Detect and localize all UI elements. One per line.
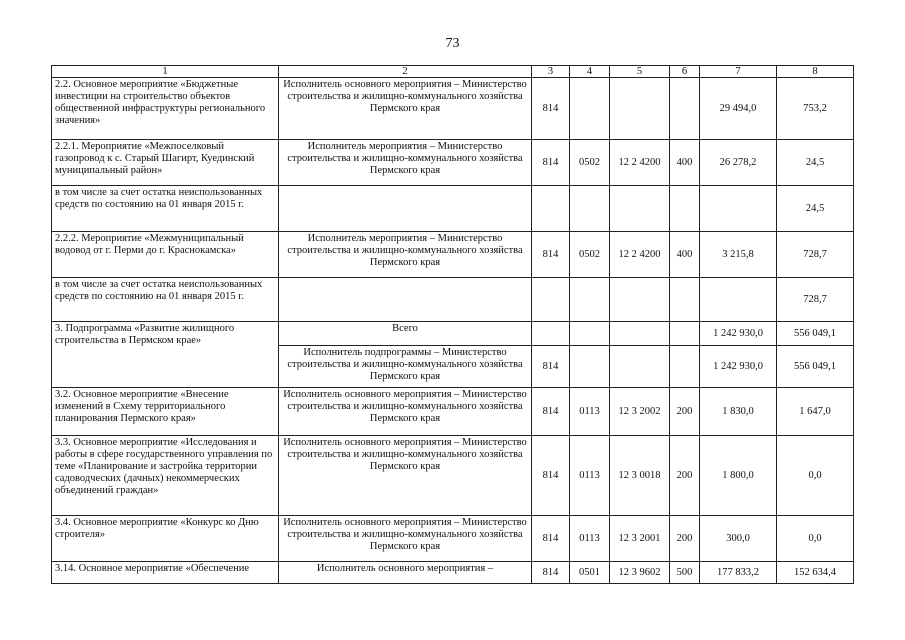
executor: Исполнитель основного мероприятия – Министерство строительства и жилищно-коммунального хозяйства Пермского края — [279, 388, 532, 436]
executor: Исполнитель основного мероприятия – Министерство строительства и жилищно-коммунального хозяйства Пермского края — [279, 436, 532, 516]
section-code: 0502 — [570, 232, 610, 278]
admin-code — [532, 186, 570, 232]
section-code — [570, 278, 610, 322]
table-row — [52, 186, 854, 232]
expense-type — [670, 278, 700, 322]
executor: Исполнитель мероприятия – Министерство строительства и жилищно-коммунального хозяйства Пермского края — [279, 232, 532, 278]
item-name: в том числе за счет остатка неиспользованных средств по состоянию на 01 января 2015 г. — [52, 186, 279, 232]
target-code: 12 2 4200 — [610, 140, 670, 186]
expense-type: 500 — [670, 562, 700, 584]
amount-actual: 556 049,1 — [777, 322, 854, 346]
table-row — [52, 562, 854, 584]
admin-code: 814 — [532, 78, 570, 140]
section-code: 0502 — [570, 140, 610, 186]
table-row — [52, 322, 854, 346]
executor — [279, 186, 532, 232]
target-code: 12 3 9602 — [610, 562, 670, 584]
target-code: 12 3 2001 — [610, 516, 670, 562]
item-name: 2.2. Основное мероприятие «Бюджетные инвестиции на строительство объектов общественной инфраструктуры регионального значения» — [52, 78, 279, 140]
section-code — [570, 78, 610, 140]
item-name: 3.3. Основное мероприятие «Исследования и работы в сфере государственного управления по теме «Планирование и застройка территории садоводческих (дачных) некоммерческих объединений граждан» — [52, 436, 279, 516]
target-code: 12 3 0018 — [610, 436, 670, 516]
table-row — [52, 388, 854, 436]
target-code — [610, 346, 670, 388]
admin-code: 814 — [532, 346, 570, 388]
table-row — [52, 278, 854, 322]
executor: Исполнитель основного мероприятия – Министерство строительства и жилищно-коммунального хозяйства Пермского края — [279, 516, 532, 562]
expense-type: 400 — [670, 140, 700, 186]
executor: Исполнитель основного мероприятия – Министерство строительства и жилищно-коммунального хозяйства Пермского края — [279, 78, 532, 140]
item-name: 3.4. Основное мероприятие «Конкурс ко Дню строителя» — [52, 516, 279, 562]
item-name: 3. Подпрограмма «Развитие жилищного строительства в Пермском крае» — [52, 322, 279, 388]
amount-planned: 300,0 — [700, 516, 777, 562]
amount-planned: 1 830,0 — [700, 388, 777, 436]
table-row — [52, 436, 854, 516]
expense-type — [670, 78, 700, 140]
section-code: 0501 — [570, 562, 610, 584]
amount-actual: 24,5 — [777, 140, 854, 186]
table-row — [52, 140, 854, 186]
admin-code: 814 — [532, 516, 570, 562]
expense-type: 200 — [670, 516, 700, 562]
column-header: 3 — [532, 66, 570, 78]
amount-planned: 177 833,2 — [700, 562, 777, 584]
amount-planned: 29 494,0 — [700, 78, 777, 140]
section-code: 0113 — [570, 516, 610, 562]
table-row — [52, 232, 854, 278]
item-name: 3.14. Основное мероприятие «Обеспечение — [52, 562, 279, 584]
admin-code: 814 — [532, 436, 570, 516]
executor: Всего — [279, 322, 532, 346]
executor: Исполнитель мероприятия – Министерство строительства и жилищно-коммунального хозяйства Пермского края — [279, 140, 532, 186]
budget-table — [51, 65, 854, 584]
target-code — [610, 186, 670, 232]
amount-planned: 1 242 930,0 — [700, 322, 777, 346]
executor — [279, 278, 532, 322]
amount-planned: 26 278,2 — [700, 140, 777, 186]
amount-actual: 24,5 — [777, 186, 854, 232]
target-code: 12 2 4200 — [610, 232, 670, 278]
amount-planned: 1 800,0 — [700, 436, 777, 516]
expense-type: 200 — [670, 436, 700, 516]
table-row — [52, 516, 854, 562]
admin-code — [532, 322, 570, 346]
column-header: 1 — [52, 66, 279, 78]
column-header: 6 — [670, 66, 700, 78]
item-name: 2.2.1. Мероприятие «Межпоселковый газопровод к с. Старый Шагирт, Куединский муниципальный район» — [52, 140, 279, 186]
expense-type — [670, 186, 700, 232]
section-code — [570, 322, 610, 346]
admin-code: 814 — [532, 140, 570, 186]
expense-type: 200 — [670, 388, 700, 436]
section-code: 0113 — [570, 388, 610, 436]
expense-type — [670, 322, 700, 346]
column-header: 4 — [570, 66, 610, 78]
amount-actual: 1 647,0 — [777, 388, 854, 436]
item-name: в том числе за счет остатка неиспользованных средств по состоянию на 01 января 2015 г. — [52, 278, 279, 322]
column-header: 5 — [610, 66, 670, 78]
admin-code: 814 — [532, 232, 570, 278]
executor: Исполнитель подпрограммы – Министерство строительства и жилищно-коммунального хозяйства Пермского края — [279, 346, 532, 388]
target-code — [610, 278, 670, 322]
page-number: 73 — [445, 36, 460, 51]
target-code — [610, 322, 670, 346]
amount-actual: 556 049,1 — [777, 346, 854, 388]
amount-actual: 728,7 — [777, 278, 854, 322]
column-header: 7 — [700, 66, 777, 78]
column-header: 2 — [279, 66, 532, 78]
target-code: 12 3 2002 — [610, 388, 670, 436]
amount-planned — [700, 186, 777, 232]
table-row — [52, 78, 854, 140]
admin-code — [532, 278, 570, 322]
item-name: 2.2.2. Мероприятие «Межмуниципальный водовод от г. Перми до г. Краснокамска» — [52, 232, 279, 278]
amount-actual: 753,2 — [777, 78, 854, 140]
header-row — [52, 66, 854, 78]
expense-type — [670, 346, 700, 388]
amount-planned — [700, 278, 777, 322]
section-code — [570, 186, 610, 232]
section-code: 0113 — [570, 436, 610, 516]
amount-actual: 152 634,4 — [777, 562, 854, 584]
target-code — [610, 78, 670, 140]
admin-code: 814 — [532, 562, 570, 584]
admin-code: 814 — [532, 388, 570, 436]
item-name: 3.2. Основное мероприятие «Внесение изменений в Схему территориального планирования Пермского края» — [52, 388, 279, 436]
amount-actual: 0,0 — [777, 436, 854, 516]
amount-planned: 3 215,8 — [700, 232, 777, 278]
amount-actual: 0,0 — [777, 516, 854, 562]
expense-type: 400 — [670, 232, 700, 278]
amount-planned: 1 242 930,0 — [700, 346, 777, 388]
section-code — [570, 346, 610, 388]
executor: Исполнитель основного мероприятия – — [279, 562, 532, 584]
column-header: 8 — [777, 66, 854, 78]
amount-actual: 728,7 — [777, 232, 854, 278]
